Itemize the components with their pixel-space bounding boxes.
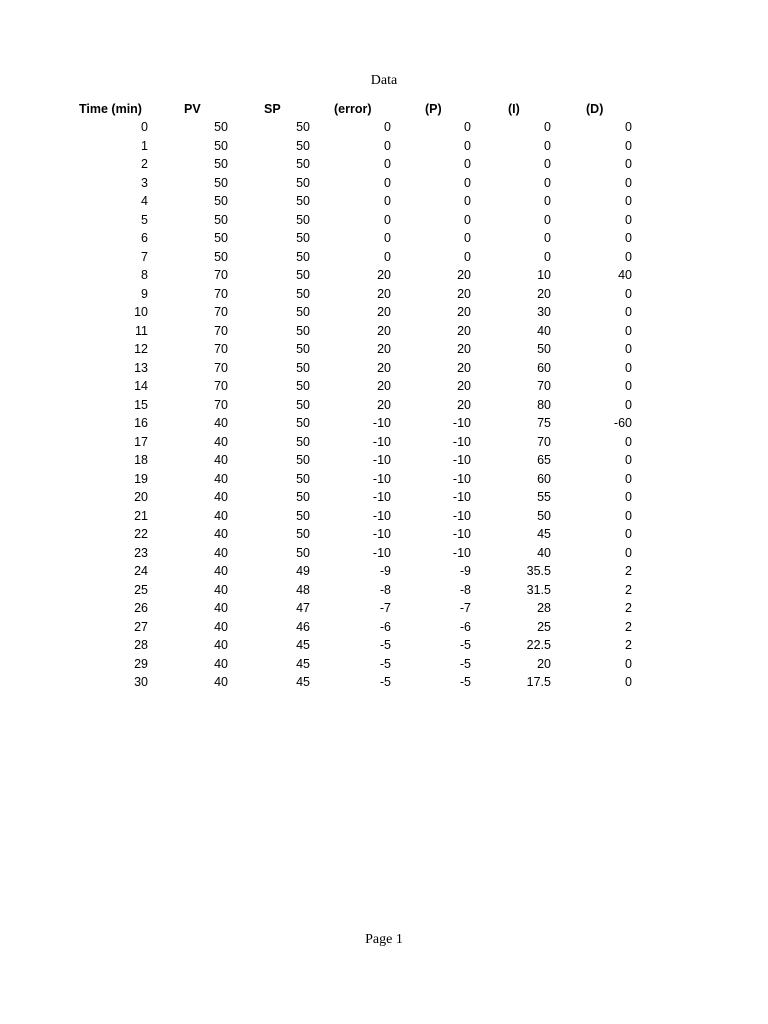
cell-sp: 50 <box>296 120 310 134</box>
cell-i: 50 <box>537 342 551 356</box>
cell-time: 14 <box>134 379 148 393</box>
cell-d: 0 <box>625 305 632 319</box>
cell-sp: 50 <box>296 416 310 430</box>
cell-i: 45 <box>537 527 551 541</box>
cell-p: -10 <box>452 490 471 504</box>
cell-i: 31.5 <box>526 582 551 597</box>
cell-pv: 40 <box>214 675 228 689</box>
cell-time: 27 <box>134 619 148 634</box>
cell-time: 17 <box>134 434 148 449</box>
cell-sp: 50 <box>296 527 310 541</box>
page-number: Page 1 <box>365 932 403 947</box>
table-row <box>0 192 768 211</box>
cell-d: 2 <box>625 638 632 652</box>
cell-p: 20 <box>457 379 471 393</box>
cell-pv: 70 <box>214 305 228 319</box>
cell-sp: 50 <box>296 453 310 467</box>
cell-error: 20 <box>377 305 391 319</box>
cell-p: 0 <box>464 138 471 153</box>
cell-time: 30 <box>134 675 148 689</box>
cell-pv: 40 <box>214 508 228 523</box>
cell-d: 0 <box>625 249 632 264</box>
cell-pv: 40 <box>214 582 228 597</box>
cell-d: 0 <box>625 545 632 560</box>
cell-d: 0 <box>625 471 632 486</box>
cell-d: 2 <box>625 601 632 615</box>
cell-p: -10 <box>452 527 471 541</box>
cell-error: -6 <box>379 619 391 634</box>
cell-sp: 50 <box>296 545 310 560</box>
table-row <box>0 544 768 563</box>
cell-sp: 49 <box>296 564 310 578</box>
cell-error: 20 <box>377 286 391 301</box>
cell-time: 11 <box>135 323 148 338</box>
cell-p: -5 <box>459 638 471 652</box>
cell-sp: 50 <box>296 342 310 356</box>
cell-time: 29 <box>134 656 148 671</box>
cell-time: 2 <box>141 157 148 171</box>
cell-sp: 50 <box>296 360 310 375</box>
column-header-pv: PV <box>184 102 201 116</box>
cell-p: 0 <box>464 249 471 264</box>
cell-time: 15 <box>134 397 148 412</box>
cell-sp: 45 <box>296 656 310 671</box>
cell-time: 18 <box>134 453 148 467</box>
table-row <box>0 673 768 692</box>
table-row <box>0 433 768 452</box>
cell-d: 0 <box>625 120 632 134</box>
table-row <box>0 248 768 267</box>
cell-error: 20 <box>377 360 391 375</box>
cell-error: -10 <box>372 508 391 523</box>
cell-time: 25 <box>134 582 148 597</box>
cell-time: 4 <box>141 194 148 208</box>
cell-error: -8 <box>379 582 391 597</box>
cell-error: 20 <box>377 397 391 412</box>
cell-d: 0 <box>625 379 632 393</box>
cell-pv: 50 <box>214 249 228 264</box>
table-row <box>0 322 768 341</box>
cell-p: 20 <box>457 342 471 356</box>
cell-sp: 50 <box>296 323 310 338</box>
cell-sp: 50 <box>296 508 310 523</box>
cell-pv: 50 <box>214 212 228 227</box>
cell-time: 22 <box>134 527 148 541</box>
cell-sp: 50 <box>296 286 310 301</box>
cell-error: -7 <box>379 601 391 615</box>
cell-p: 20 <box>457 323 471 338</box>
cell-sp: 50 <box>296 194 310 208</box>
cell-p: -5 <box>459 675 471 689</box>
cell-pv: 70 <box>214 286 228 301</box>
cell-time: 1 <box>141 138 148 153</box>
cell-i: 17.5 <box>526 675 551 689</box>
cell-pv: 70 <box>214 360 228 375</box>
cell-pv: 40 <box>214 656 228 671</box>
cell-error: 0 <box>384 157 391 171</box>
cell-p: -10 <box>452 545 471 560</box>
table-row <box>0 377 768 396</box>
table-row <box>0 359 768 378</box>
cell-time: 20 <box>134 490 148 504</box>
column-header-sp: SP <box>264 102 281 116</box>
cell-error: 0 <box>384 120 391 134</box>
cell-error: 0 <box>384 249 391 264</box>
cell-time: 19 <box>134 471 148 486</box>
cell-pv: 50 <box>214 120 228 134</box>
cell-d: 2 <box>625 619 632 634</box>
table-row <box>0 174 768 193</box>
cell-time: 6 <box>141 231 148 245</box>
cell-sp: 50 <box>296 268 310 282</box>
cell-i: 0 <box>544 231 551 245</box>
cell-pv: 40 <box>214 564 228 578</box>
table-row <box>0 155 768 174</box>
cell-pv: 40 <box>214 471 228 486</box>
cell-sp: 46 <box>296 619 310 634</box>
cell-sp: 48 <box>296 582 310 597</box>
table-row <box>0 599 768 618</box>
cell-p: -10 <box>452 453 471 467</box>
cell-error: 20 <box>377 342 391 356</box>
cell-i: 22.5 <box>526 638 551 652</box>
table-row <box>0 636 768 655</box>
cell-sp: 45 <box>296 638 310 652</box>
cell-pv: 70 <box>214 268 228 282</box>
table-row <box>0 396 768 415</box>
cell-i: 55 <box>537 490 551 504</box>
cell-error: -5 <box>379 675 391 689</box>
cell-d: 0 <box>625 323 632 338</box>
cell-d: 0 <box>625 231 632 245</box>
cell-time: 16 <box>134 416 148 430</box>
cell-d: 0 <box>625 360 632 375</box>
table-row <box>0 266 768 285</box>
cell-sp: 50 <box>296 157 310 171</box>
cell-d: 0 <box>625 212 632 227</box>
cell-error: -5 <box>379 638 391 652</box>
cell-d: 0 <box>625 508 632 523</box>
cell-error: -10 <box>372 416 391 430</box>
cell-i: 75 <box>537 416 551 430</box>
cell-i: 25 <box>537 619 551 634</box>
cell-pv: 40 <box>214 619 228 634</box>
cell-i: 0 <box>544 120 551 134</box>
cell-d: 0 <box>625 157 632 171</box>
cell-pv: 40 <box>214 527 228 541</box>
cell-d: 0 <box>625 453 632 467</box>
column-header-p: (P) <box>425 102 442 116</box>
cell-p: 20 <box>457 360 471 375</box>
cell-i: 0 <box>544 194 551 208</box>
cell-pv: 50 <box>214 231 228 245</box>
table-row <box>0 211 768 230</box>
cell-i: 40 <box>537 323 551 338</box>
cell-p: 20 <box>457 305 471 319</box>
cell-i: 35.5 <box>526 564 551 578</box>
cell-error: -10 <box>372 527 391 541</box>
cell-i: 60 <box>537 360 551 375</box>
cell-p: -8 <box>459 582 471 597</box>
cell-error: 0 <box>384 138 391 153</box>
cell-i: 0 <box>544 175 551 190</box>
cell-error: -10 <box>372 453 391 467</box>
cell-sp: 50 <box>296 175 310 190</box>
cell-error: -10 <box>372 471 391 486</box>
cell-d: 0 <box>625 675 632 689</box>
cell-d: 0 <box>625 175 632 190</box>
cell-time: 23 <box>134 545 148 560</box>
cell-i: 30 <box>537 305 551 319</box>
table-row <box>0 562 768 581</box>
cell-p: 0 <box>464 175 471 190</box>
cell-p: -5 <box>459 656 471 671</box>
cell-pv: 40 <box>214 453 228 467</box>
cell-pv: 40 <box>214 434 228 449</box>
cell-d: 2 <box>625 564 632 578</box>
cell-time: 5 <box>141 212 148 227</box>
cell-pv: 50 <box>214 138 228 153</box>
cell-p: 0 <box>464 212 471 227</box>
cell-error: 20 <box>377 323 391 338</box>
column-header-time: Time (min) <box>79 102 142 116</box>
cell-sp: 50 <box>296 379 310 393</box>
cell-i: 0 <box>544 157 551 171</box>
cell-sp: 50 <box>296 471 310 486</box>
cell-sp: 50 <box>296 249 310 264</box>
cell-time: 10 <box>134 305 148 319</box>
cell-i: 0 <box>544 212 551 227</box>
cell-error: -10 <box>372 545 391 560</box>
column-header-i: (I) <box>508 102 520 116</box>
cell-error: 0 <box>384 212 391 227</box>
cell-i: 0 <box>544 249 551 264</box>
sheet-title: Data <box>370 73 398 88</box>
cell-p: 0 <box>464 194 471 208</box>
table-row <box>0 488 768 507</box>
cell-sp: 50 <box>296 434 310 449</box>
cell-d: 0 <box>625 342 632 356</box>
table-row <box>0 137 768 156</box>
cell-pv: 70 <box>214 323 228 338</box>
table-row <box>0 655 768 674</box>
cell-d: 2 <box>625 582 632 597</box>
cell-sp: 50 <box>296 212 310 227</box>
cell-p: 20 <box>457 286 471 301</box>
table-header <box>0 100 768 119</box>
cell-time: 13 <box>134 360 148 375</box>
table-row <box>0 118 768 137</box>
cell-d: 0 <box>625 138 632 153</box>
cell-i: 70 <box>537 379 551 393</box>
cell-error: -9 <box>379 564 391 578</box>
cell-i: 60 <box>537 471 551 486</box>
cell-d: 0 <box>625 286 632 301</box>
cell-pv: 50 <box>214 194 228 208</box>
table-row <box>0 525 768 544</box>
cell-p: -9 <box>459 564 471 578</box>
cell-sp: 50 <box>296 397 310 412</box>
cell-p: -10 <box>452 508 471 523</box>
cell-error: 20 <box>377 379 391 393</box>
table-row <box>0 507 768 526</box>
cell-time: 3 <box>141 175 148 190</box>
cell-p: 20 <box>457 268 471 282</box>
cell-time: 26 <box>134 601 148 615</box>
cell-p: -10 <box>452 471 471 486</box>
cell-error: -10 <box>372 434 391 449</box>
cell-error: 0 <box>384 175 391 190</box>
table-row <box>0 451 768 470</box>
table-row <box>0 581 768 600</box>
cell-time: 21 <box>134 508 148 523</box>
cell-pv: 40 <box>214 416 228 430</box>
table-row <box>0 303 768 322</box>
cell-i: 0 <box>544 138 551 153</box>
cell-sp: 50 <box>296 490 310 504</box>
cell-p: 0 <box>464 157 471 171</box>
cell-time: 24 <box>134 564 148 578</box>
cell-i: 70 <box>537 434 551 449</box>
table-row <box>0 285 768 304</box>
cell-pv: 70 <box>214 397 228 412</box>
table-row <box>0 618 768 637</box>
cell-pv: 50 <box>214 175 228 190</box>
cell-pv: 70 <box>214 342 228 356</box>
cell-time: 0 <box>141 120 148 134</box>
table-row <box>0 470 768 489</box>
cell-p: 0 <box>464 231 471 245</box>
cell-pv: 70 <box>214 379 228 393</box>
cell-i: 80 <box>537 397 551 412</box>
cell-i: 10 <box>537 268 551 282</box>
cell-pv: 50 <box>214 157 228 171</box>
cell-p: -10 <box>452 416 471 430</box>
cell-p: 0 <box>464 120 471 134</box>
cell-error: 20 <box>377 268 391 282</box>
cell-time: 7 <box>141 249 148 264</box>
cell-p: -10 <box>452 434 471 449</box>
cell-p: -7 <box>459 601 471 615</box>
column-header-error: (error) <box>334 102 372 116</box>
cell-d: 0 <box>625 656 632 671</box>
cell-d: 0 <box>625 434 632 449</box>
table-row <box>0 229 768 248</box>
cell-time: 8 <box>141 268 148 282</box>
cell-d: 0 <box>625 527 632 541</box>
cell-i: 28 <box>537 601 551 615</box>
cell-sp: 50 <box>296 231 310 245</box>
cell-time: 12 <box>134 342 148 356</box>
cell-sp: 45 <box>296 675 310 689</box>
cell-i: 20 <box>537 656 551 671</box>
cell-error: -10 <box>372 490 391 504</box>
cell-i: 20 <box>537 286 551 301</box>
cell-sp: 50 <box>296 305 310 319</box>
cell-d: 40 <box>618 268 632 282</box>
table-row <box>0 340 768 359</box>
cell-i: 50 <box>537 508 551 523</box>
cell-sp: 47 <box>296 601 310 615</box>
cell-error: 0 <box>384 194 391 208</box>
cell-sp: 50 <box>296 138 310 153</box>
cell-error: 0 <box>384 231 391 245</box>
cell-time: 9 <box>141 286 148 301</box>
cell-i: 65 <box>537 453 551 467</box>
cell-error: -5 <box>379 656 391 671</box>
cell-d: 0 <box>625 194 632 208</box>
cell-time: 28 <box>134 638 148 652</box>
cell-d: 0 <box>625 490 632 504</box>
cell-d: -60 <box>613 416 632 430</box>
cell-p: -6 <box>459 619 471 634</box>
column-header-d: (D) <box>586 102 604 116</box>
cell-p: 20 <box>457 397 471 412</box>
cell-d: 0 <box>625 397 632 412</box>
cell-i: 40 <box>537 545 551 560</box>
table-row <box>0 414 768 433</box>
cell-pv: 40 <box>214 638 228 652</box>
cell-pv: 40 <box>214 490 228 504</box>
cell-pv: 40 <box>214 601 228 615</box>
cell-pv: 40 <box>214 545 228 560</box>
